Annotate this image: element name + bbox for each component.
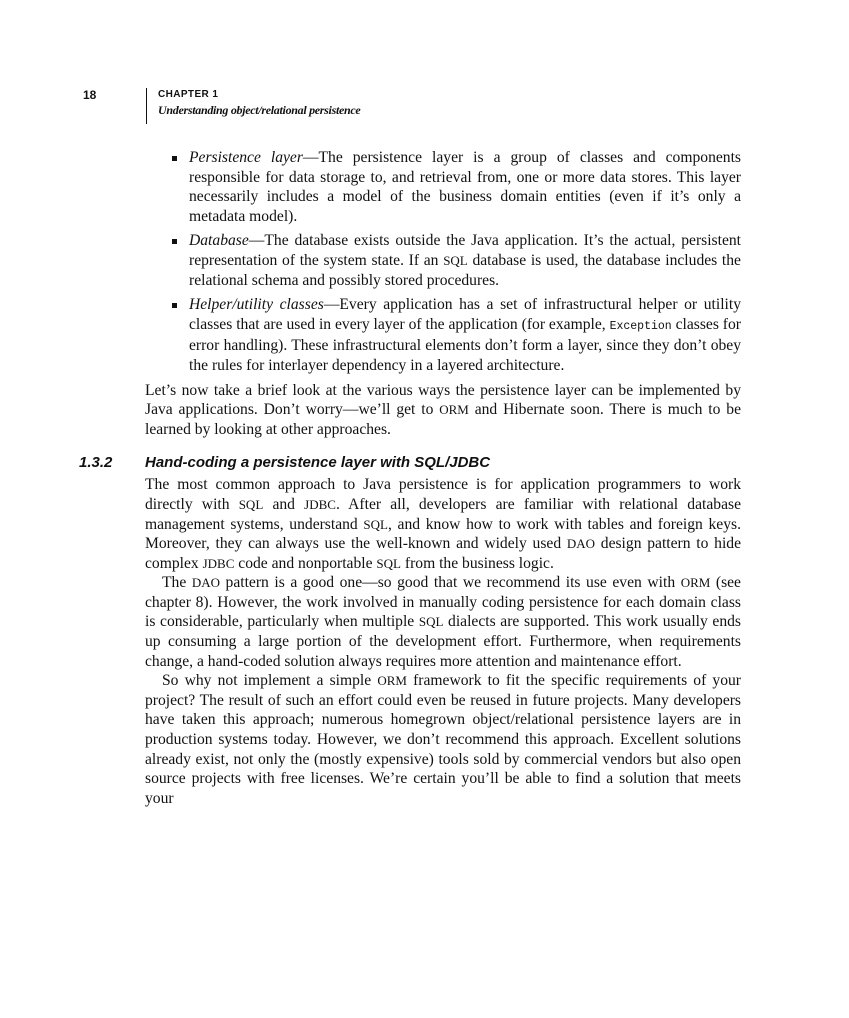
acronym-orm: ORM	[439, 402, 469, 418]
paragraph-text: from the business logic.	[400, 554, 554, 572]
header-divider	[146, 88, 147, 124]
page-body	[79, 148, 741, 808]
paragraph-text: and	[263, 495, 305, 513]
bullet-square-icon	[172, 239, 177, 244]
bullet-text: —The persistence layer is a group of classes and components responsible for data storage to, and retrieval from, one or more data stores. This layer necessarily includes a model of the business domain entities (even if it’s only a metadata model).	[189, 149, 741, 225]
paragraph-text: (see chapter 8). However, the work involved in manually coding persistence for each domain class is considerable, particularly when multiple	[145, 574, 741, 631]
acronym-orm: ORM	[377, 673, 407, 689]
acronym-jdbc: JDBC	[304, 496, 336, 512]
bullet-item-database	[189, 231, 741, 290]
bullet-text: database is used, the database includes the relational schema and possibly stored procedures.	[189, 251, 741, 289]
page-number: 18	[83, 88, 97, 102]
section-heading	[79, 454, 741, 472]
acronym-sql: SQL	[443, 252, 468, 268]
bullet-text: classes for error handling). These infrastructural elements don’t form a layer, since they don’t obey the rules for interlayer dependency in a layered architecture.	[189, 315, 741, 374]
body-paragraph-3	[145, 671, 741, 808]
bullet-term: Persistence layer	[189, 149, 303, 166]
chapter-label: CHAPTER 1	[158, 89, 219, 100]
paragraph-text: code and nonportable	[234, 554, 377, 572]
bullet-term: Helper/utility classes	[189, 296, 324, 314]
acronym-sql: SQL	[376, 555, 401, 571]
acronym-sql: SQL	[363, 516, 388, 532]
paragraph-text: . After all, developers are familiar with relational database management systems, understand	[145, 495, 741, 533]
bullet-text: —Every application has a set of infrastructural helper or utility classes that are used in every layer of the application (for example,	[189, 296, 741, 333]
bullet-square-icon	[172, 156, 177, 161]
acronym-orm: ORM	[680, 575, 711, 591]
bullet-term: Database	[189, 232, 249, 250]
chapter-title: Understanding object/relational persistence	[158, 103, 361, 117]
section-title: Hand-coding a persistence layer with SQL/JDBC	[145, 454, 491, 472]
acronym-dao: DAO	[191, 575, 220, 591]
paragraph-text: pattern is a good one—so good that we recommend its use even with	[219, 574, 681, 592]
paragraph-text: Let’s now take a brief look at the various ways the persistence layer can be implemented by Java applications. Don’t worry—we’ll get to	[145, 381, 741, 419]
acronym-jdbc: JDBC	[202, 555, 235, 571]
body-paragraph-2	[145, 573, 741, 671]
paragraph-text: and Hibernate soon. There is much to be learned by looking at other approaches.	[145, 401, 741, 438]
paragraph-text: dialects are supported. This work usually ends up consuming a large portion of the development effort. Furthermore, when requirements change, a hand-coded solution always requires more attention and maintenance effort.	[145, 613, 741, 670]
section-number: 1.3.2	[79, 454, 113, 472]
bullet-item-persistence-layer	[189, 148, 741, 226]
paragraph-text: The most common approach to Java persistence is for application programmers to work directly with	[145, 476, 741, 513]
paragraph-text: The	[162, 574, 192, 592]
intro-paragraph	[145, 381, 741, 440]
paragraph-text: So why not implement a simple	[162, 672, 378, 690]
acronym-sql: SQL	[418, 614, 444, 630]
acronym-sql: SQL	[238, 496, 264, 512]
bullet-text: —The database exists outside the Java application. It’s the actual, persistent representation of the system state. If an	[189, 232, 741, 269]
bullet-list	[145, 148, 741, 376]
paragraph-text: design pattern to hide complex	[145, 535, 741, 572]
acronym-dao: DAO	[566, 536, 596, 552]
bullet-item-helper-utility-classes	[189, 295, 741, 375]
body-paragraph-1	[145, 475, 741, 573]
bullet-square-icon	[172, 303, 177, 308]
code-exception: Exception	[609, 319, 672, 333]
paragraph-text: , and know how to work with tables and foreign keys. Moreover, they can always use the well-known and widely used	[145, 515, 741, 553]
paragraph-text: framework to fit the specific requirements of your project? The result of such an effort could even be reused in future projects. Many developers have taken this approach; numerous homegrown object/relational persistence layers are in production systems today. However, we don’t recommend this approach. Excellent solutions already exist, not only the (mostly expensive) tools sold by commercial vendors but also open source projects with free licenses. We’re certain you’ll be able to find a solution that meets your	[145, 672, 741, 807]
